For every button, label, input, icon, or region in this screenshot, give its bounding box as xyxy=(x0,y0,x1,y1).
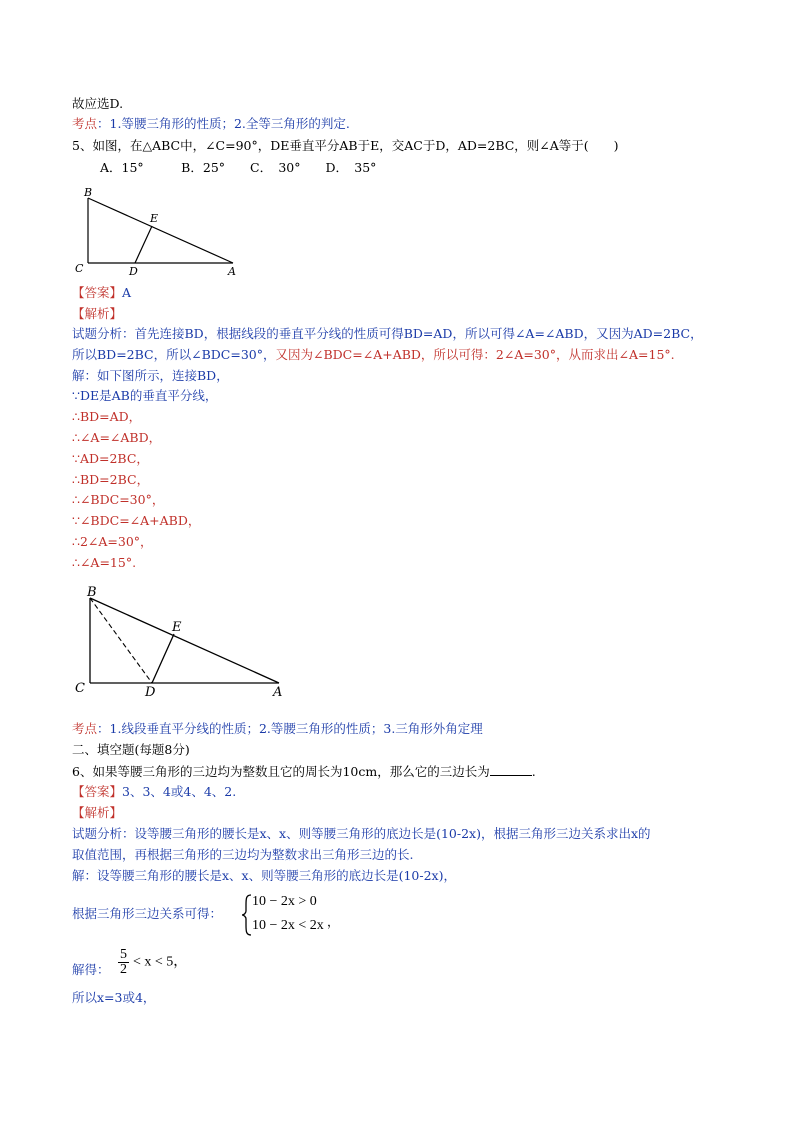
fig2-label-e: E xyxy=(172,620,182,635)
q6-jiexi-label: 【解析】 xyxy=(72,805,123,820)
fig1-label-a: A xyxy=(228,265,236,278)
solution-line: ∴∠A=∠ABD， xyxy=(72,430,162,445)
question-5-options: A．15° B．25° C． 30° D． 35° xyxy=(100,160,377,175)
kaodian-label: 考点 xyxy=(72,116,98,131)
fig1-label-d: D xyxy=(129,265,138,278)
solve-prefix: 解得： xyxy=(72,962,110,977)
analysis-part-a: 所以BD=2BC，所以∠BDC=30°， xyxy=(72,347,276,362)
system-line-1: 10 − 2x > 0 xyxy=(252,894,317,909)
system-suffix: ， xyxy=(327,914,340,929)
solution-line: ∴BD=2BC， xyxy=(72,472,150,487)
triangle-figure-1 xyxy=(70,180,255,280)
fig1-label-b: B xyxy=(84,186,93,199)
fig2-label-a: A xyxy=(273,685,283,700)
answer-value: A xyxy=(122,285,132,300)
solution-line: ∴∠BDC=30°， xyxy=(72,492,165,507)
answer-blank xyxy=(490,763,532,776)
q6-solution-line-1: 解：设等腰三角形的腰长是x、x、则等腰三角形的底边长是(10-2x)， xyxy=(72,868,456,883)
solution-line: ∵DE是AB的垂直平分线， xyxy=(72,388,218,403)
fig1-label-c: C xyxy=(75,262,84,275)
solution-line: ∵AD=2BC， xyxy=(72,451,149,466)
q6-analysis-line-1: 试题分析：设等腰三角形的腰长是x、x、则等腰三角形的底边长是(10-2x)，根据三角形三边关系求出x的 xyxy=(72,826,651,841)
q5-jiexi-label: 【解析】 xyxy=(72,306,123,321)
solution-line: ∴2∠A=30°， xyxy=(72,534,153,549)
solution-line: ∴∠A=15°. xyxy=(72,555,137,570)
question-6-stem: 6、如果等腰三角形的三边均为整数且它的周长为10cm，那么它的三边长为 . xyxy=(72,764,536,779)
q6-answer xyxy=(72,784,236,800)
fraction: $\frac{5}{2}$ xyxy=(120,947,127,977)
answer-label: 【答案】 xyxy=(72,285,123,300)
section-2-title: 二、填空题(每题8分) xyxy=(72,742,190,757)
q6-analysis-line-2: 取值范围，再根据三角形的三边均为整数求出三角形三边的长. xyxy=(72,847,414,862)
solution-line: ∵∠BDC=∠A+ABD， xyxy=(72,513,201,528)
kaodian-text: ：1.等腰三角形的性质；2.全等三角形的判定. xyxy=(97,116,350,131)
analysis-part-b: 又因为∠BDC=∠A+ABD，所以可得：2∠A=30°，从而求出∠A=15°. xyxy=(275,347,675,362)
solved-inequality: $\frac{5}{2}$ < x < 5， xyxy=(120,947,188,977)
fig2-label-c: C xyxy=(75,681,85,696)
fig1-label-e: E xyxy=(150,212,159,225)
fig2-label-b: B xyxy=(87,585,97,600)
kaodian-text: ：1.线段垂直平分线的性质；2.等腰三角形的性质；3.三角形外角定理 xyxy=(97,721,483,736)
triangle-figure-2 xyxy=(72,584,292,702)
question-5-stem: 5、如图，在△ABC中，∠C=90°，DE垂直平分AB于E，交AC于D，AD=2BC，则∠A等于( ) xyxy=(72,138,619,153)
fig2-label-d: D xyxy=(145,685,156,700)
system-prefix: 根据三角形三边关系可得： xyxy=(72,906,223,921)
answer-label: 【答案】 xyxy=(72,784,123,799)
kaodian-line-2 xyxy=(72,721,483,737)
q5-analysis-line-2 xyxy=(72,347,675,363)
solution-line: ∴BD=AD， xyxy=(72,409,142,424)
solution-line: 解：如下图所示，连接BD， xyxy=(72,368,229,383)
conclusion-line: 故应选D. xyxy=(72,96,124,111)
answer-value: 3、3、4或4、4、2. xyxy=(122,784,237,799)
final-line: 所以x=3或4， xyxy=(72,990,156,1005)
kaodian-label: 考点 xyxy=(72,721,98,736)
system-line-2: 10 − 2x < 2x xyxy=(252,918,324,933)
kaodian-line-1 xyxy=(72,116,350,132)
q5-answer xyxy=(72,285,131,301)
q5-analysis-line-1: 试题分析：首先连接BD，根据线段的垂直平分线的性质可得BD=AD，所以可得∠A=∠ABD，又因为AD=2BC， xyxy=(72,326,703,341)
